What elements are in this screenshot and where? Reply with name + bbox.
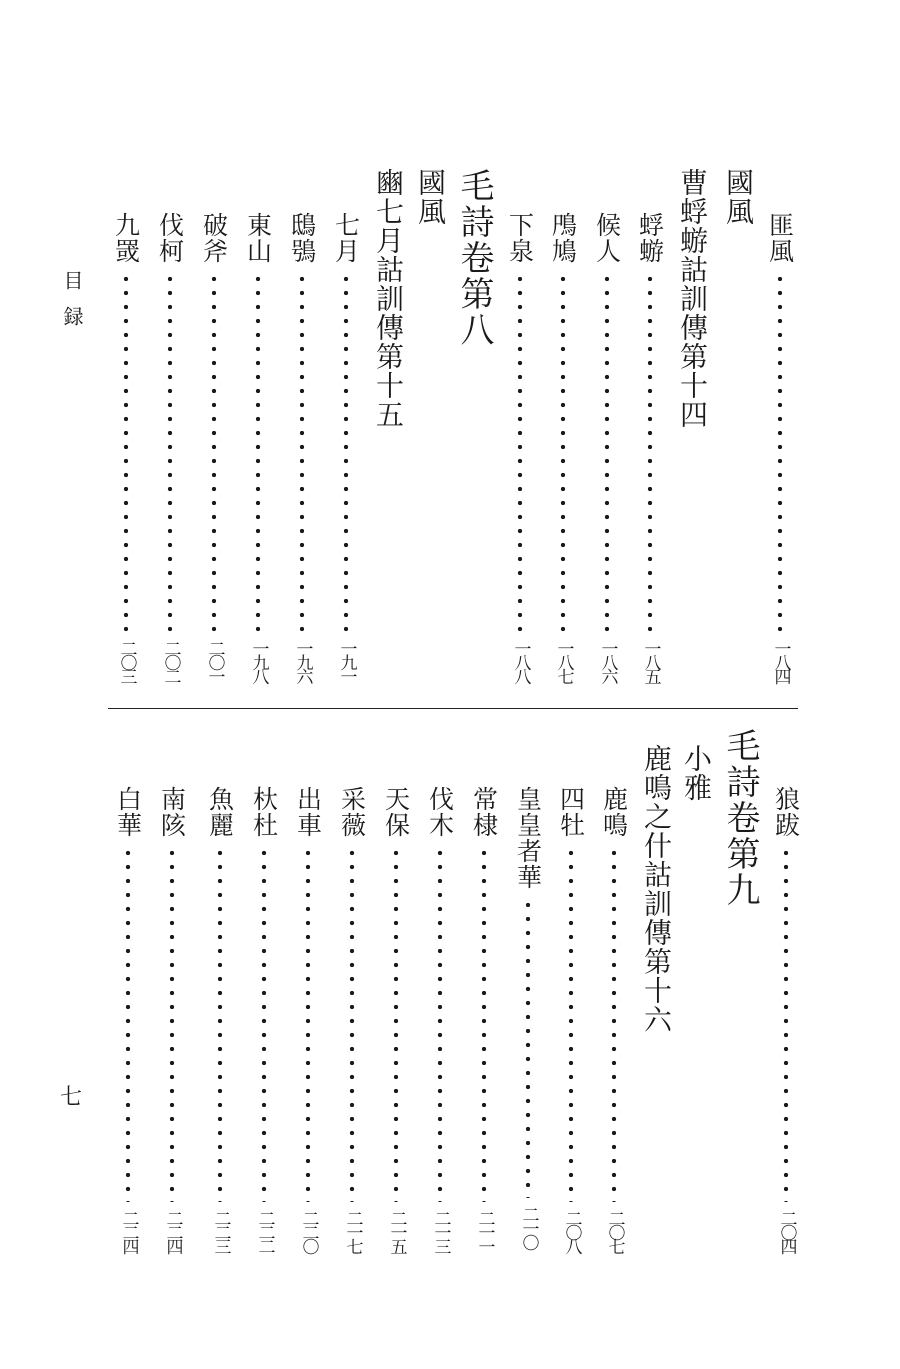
entry-title-text: 毛詩卷第八 (454, 168, 494, 348)
top-heading-2 (676, 168, 708, 429)
leader-dots (299, 272, 305, 632)
entry-title (765, 212, 795, 264)
page-number: 二一一 (474, 1210, 495, 1252)
leader-dots (481, 846, 487, 1202)
leader-dots (211, 272, 217, 632)
bottom-entry-5 (555, 786, 587, 1252)
entry-title (157, 786, 187, 838)
entry-title-text: 魚麗 (205, 786, 235, 838)
bottom-entry-14 (156, 786, 188, 1252)
bottom-entry-11 (292, 786, 324, 1252)
entry-title-text: 國風 (414, 168, 447, 226)
leader-dots (604, 272, 610, 632)
entry-title-text: 蜉蝣 (635, 212, 665, 264)
entry-title-text: 鳲鳩 (548, 212, 578, 264)
bottom-entry-12 (248, 786, 280, 1252)
page-number: 一八七 (553, 640, 574, 682)
folio-number: 七 (60, 1085, 83, 1110)
top-heading-1 (722, 168, 754, 226)
leader-dots (305, 846, 311, 1202)
entry-title-text: 伐柯 (155, 212, 185, 264)
leader-dots (125, 846, 131, 1202)
top-entry-4 (591, 212, 623, 682)
bottom-entry-4 (598, 786, 630, 1252)
page-number: 二〇三 (116, 640, 137, 682)
top-heading-9 (372, 168, 404, 429)
top-entry-10 (330, 212, 362, 682)
leader-dots (517, 272, 523, 632)
page-number: 二二三 (210, 1210, 231, 1252)
entry-title (425, 786, 455, 838)
entry-title-text: 小雅 (680, 744, 713, 802)
page-number: 一九一 (336, 640, 357, 682)
top-entry-6 (504, 212, 536, 682)
leader-dots (611, 846, 617, 1202)
top-entry-0 (764, 212, 796, 682)
leader-dots (217, 846, 223, 1202)
page-number: 二二四 (118, 1210, 139, 1252)
leader-dots (343, 272, 349, 632)
entry-title (556, 786, 586, 838)
page-number: 二一〇 (518, 1206, 539, 1248)
entry-title (592, 212, 622, 264)
entry-title (199, 212, 229, 264)
top-entry-11 (286, 212, 318, 682)
entry-title (513, 786, 543, 890)
entry-title (111, 212, 141, 264)
bottom-entry-7 (468, 786, 500, 1252)
entry-title (331, 212, 361, 264)
page-number: 一八四 (770, 640, 791, 682)
top-entry-5 (547, 212, 579, 682)
bottom-title-1 (720, 728, 760, 908)
entry-title-text: 九罭 (111, 212, 141, 264)
entry-title-text: 出車 (293, 786, 323, 838)
bottom-entry-8 (424, 786, 456, 1252)
entry-title-text: 七月 (331, 212, 361, 264)
entry-title-text: 下泉 (505, 212, 535, 264)
entry-title (293, 786, 323, 838)
bottom-entry-9 (380, 786, 412, 1252)
entry-title-text: 東山 (243, 212, 273, 264)
entry-title-text: 白華 (113, 786, 143, 838)
entry-title-text: 四牡 (556, 786, 586, 838)
top-entry-15 (110, 212, 142, 682)
page-number: 一九六 (292, 640, 313, 682)
leader-dots (123, 272, 129, 632)
entry-title-text: 匪風 (765, 212, 795, 264)
bottom-entry-6 (512, 786, 544, 1248)
bottom-heading-2 (680, 744, 712, 802)
leader-dots (349, 846, 355, 1202)
page-number: 二二〇 (298, 1210, 319, 1252)
entry-title (599, 786, 629, 838)
leader-dots (255, 272, 261, 632)
entry-title (414, 168, 447, 226)
leader-dots (169, 846, 175, 1202)
entry-title (548, 212, 578, 264)
page-number: 二一七 (342, 1210, 363, 1252)
page-number: 一八五 (640, 640, 661, 682)
page-number: 二〇二 (160, 640, 181, 682)
entry-title-text: 南陔 (157, 786, 187, 838)
margin-label-text: 目録 (60, 270, 84, 342)
entry-title (205, 786, 235, 838)
leader-dots (393, 846, 399, 1202)
top-heading-8 (414, 168, 446, 226)
entry-title-text: 伐木 (425, 786, 455, 838)
entry-title (640, 744, 673, 1034)
entry-title (771, 786, 801, 838)
entry-title (372, 168, 405, 429)
page-number: 二一五 (386, 1210, 407, 1252)
margin-label (60, 270, 84, 342)
entry-title (505, 212, 535, 264)
page-number: 二〇四 (776, 1210, 797, 1252)
page-number: 二〇八 (561, 1210, 582, 1252)
leader-dots (568, 846, 574, 1202)
entry-title-text: 皇皇者華 (513, 786, 543, 890)
top-title-7 (454, 168, 494, 348)
page-number: 一九八 (248, 640, 269, 682)
entry-title-text: 破斧 (199, 212, 229, 264)
entry-title (720, 728, 760, 908)
top-entry-3 (634, 212, 666, 682)
entry-title-text: 毛詩卷第九 (720, 728, 760, 908)
entry-title (722, 168, 755, 226)
bottom-entry-0 (770, 786, 802, 1252)
entry-title-text: 豳七月詁訓傳第十五 (372, 168, 405, 429)
leader-dots (261, 846, 267, 1202)
page-number: 二〇一 (204, 640, 225, 682)
leader-dots (560, 272, 566, 632)
bottom-heading-3 (640, 744, 672, 1034)
entry-title (454, 168, 494, 348)
page-number: 二〇七 (604, 1210, 625, 1252)
entry-title (113, 786, 143, 838)
entry-title (287, 212, 317, 264)
entry-title-text: 鴟鴞 (287, 212, 317, 264)
entry-title-text: 候人 (592, 212, 622, 264)
entry-title (680, 744, 713, 802)
page-number: 一八六 (597, 640, 618, 682)
section-divider (108, 708, 798, 709)
page-number: 一八八 (510, 640, 531, 682)
entry-title-text: 曹蜉蝣詁訓傳第十四 (676, 168, 709, 429)
leader-dots (647, 272, 653, 632)
top-entry-13 (198, 212, 230, 682)
leader-dots (525, 898, 531, 1198)
entry-title (249, 786, 279, 838)
leader-dots (167, 272, 173, 632)
entry-title (381, 786, 411, 838)
entry-title-text: 鹿鳴之什詁訓傳第十六 (640, 744, 673, 1034)
leader-dots (777, 272, 783, 632)
top-entry-14 (154, 212, 186, 682)
page-number: 二二二 (254, 1210, 275, 1252)
entry-title-text: 采薇 (337, 786, 367, 838)
entry-title-text: 天保 (381, 786, 411, 838)
page-number: 二二四 (162, 1210, 183, 1252)
bottom-entry-15 (112, 786, 144, 1252)
entry-title (635, 212, 665, 264)
leader-dots (783, 846, 789, 1202)
leader-dots (437, 846, 443, 1202)
entry-title-text: 杕杜 (249, 786, 279, 838)
entry-title-text: 國風 (722, 168, 755, 226)
bottom-entry-13 (204, 786, 236, 1252)
entry-title (337, 786, 367, 838)
entry-title-text: 鹿鳴 (599, 786, 629, 838)
entry-title (243, 212, 273, 264)
page-number: 二一三 (430, 1210, 451, 1252)
top-entry-12 (242, 212, 274, 682)
entry-title-text: 狼跋 (771, 786, 801, 838)
bottom-entry-10 (336, 786, 368, 1252)
entry-title (469, 786, 499, 838)
entry-title (676, 168, 709, 429)
entry-title-text: 常棣 (469, 786, 499, 838)
entry-title (155, 212, 185, 264)
